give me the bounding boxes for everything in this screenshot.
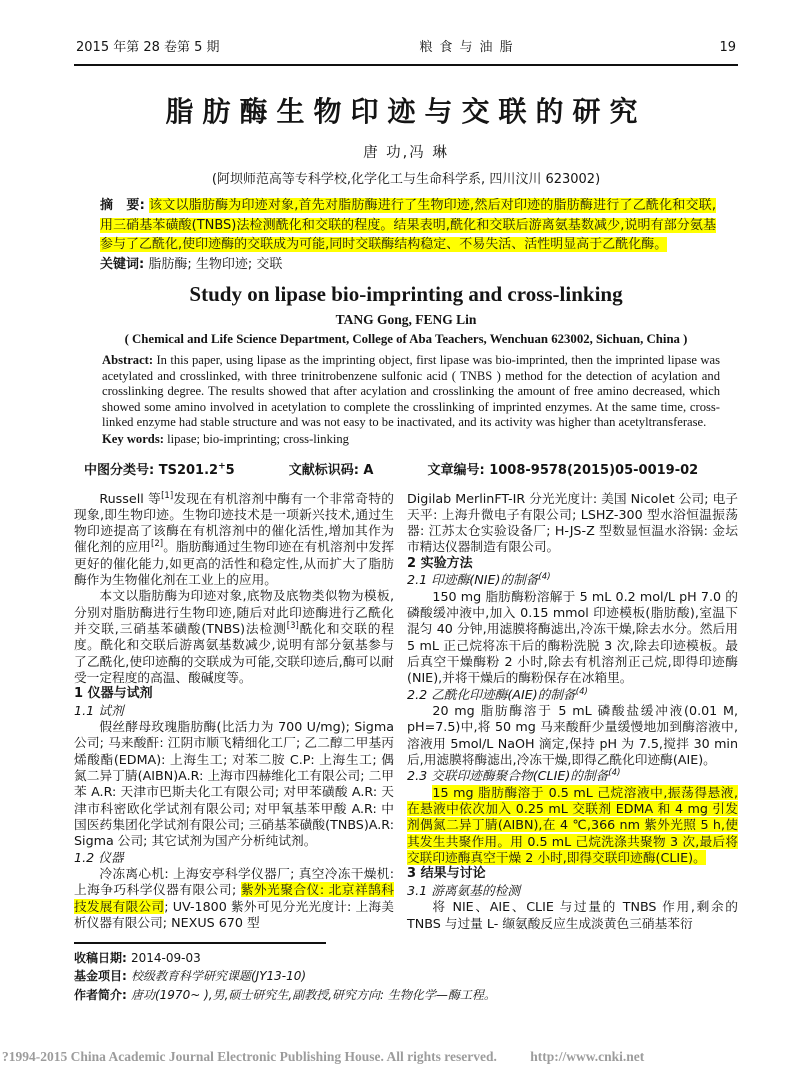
- author-bio-line: 作者简介: 唐功(1970~ ),男,硕士研究生,副教授,研究方向: 生物化学—酶工程。: [74, 987, 496, 1002]
- document-code: 文献标识码: A: [288, 462, 374, 478]
- paragraph-overview: 本文以脂肪酶为印迹对象,底物及底物类似物为模板,分别对脂肪酶进行生物印迹,随后对此印迹酶进行乙酰化并交联,三硝基苯磺酸(TNBS)法检测[3]酰化和交联的程度。酰化和交联后游离氨基数减少,说明有部分氨基参与了乙酰化,使印迹酶的交联成为可能,交联印迹后,酶可以耐受一定程度的高温、酸碱度等。: [74, 588, 394, 685]
- citation-ref-4: (4): [538, 572, 551, 583]
- abstract-en: [102, 353, 720, 431]
- body-columns: [74, 491, 738, 932]
- section-heading-3: 3 结果与讨论: [407, 866, 486, 882]
- abstract-en-text: In this paper, using lipase as the imprinting object, first lipase was bio-imprinted, then the imprinted lipase was acetylated and crosslinked, with three trinitrobenzene sulfonic acid ( TNBS ) method for the detection of acylation and crosslinking degree. The results showed that after acylation and crosslinking the amount of free amino decreased, which showed some amino involved in acetylation to complete the crosslinking of imprinted enzymes. At the same time, cross-linked enzyme had stable structure and was not easy to be inactivated, and its activity was higher than acetyltransferase.: [102, 353, 720, 430]
- page-header: [74, 30, 738, 66]
- paragraph-intro: Russell 等[1]发现在有机溶剂中酶有一个非常奇特的现象,即生物印迹。生物印迹技术是一项新兴技术,通过生物印迹提高了该酶在有机溶剂中的催化活性,增加其作为催化剂的应用[2]。脂肪酶通过生物印迹在有机溶剂中发挥更好的催化能力,如更高的活性和稳定性,从而扩大了脂肪酶作为生物催化剂在工业上的应用。: [74, 490, 395, 588]
- authors-en: TANG Gong, FENG Lin: [335, 312, 477, 327]
- left-column: [74, 491, 394, 932]
- received-date-line: 收稿日期: 2014-09-03: [74, 950, 201, 965]
- article-title-cn: 脂肪酶生物印迹与交联的研究: [165, 95, 647, 128]
- citation-ref-4b: (4): [575, 686, 588, 697]
- subsection-heading-2-2: 2.2 乙酰化印迹酶(AIE)的制备$^{(4)}$: [407, 686, 588, 702]
- footnote-divider: [74, 942, 326, 944]
- classification-row: [84, 459, 738, 478]
- paragraph-clie-preparation-highlighted: 15 mg 脂肪酶溶于 0.5 mL 己烷溶液中,振荡得悬液,在悬液中依次加入 0.25 mL 交联剂 EDMA 和 4 mg 引发剂偶氮二异丁腈(AIBN),在 4 ℃,366 nm 紫外光照 5 h,使其发生共聚作用。用 0.5 mL 己烷洗涤共聚物 3 次,最后将交联印迹酶真空干燥 2 小时,即得交联印迹酶(CLIE)。: [407, 784, 738, 865]
- keywords-en-text: lipase; bio-imprinting; cross-linking: [163, 431, 349, 446]
- abstract-cn-text-highlighted: 该文以脂肪酶为印迹对象,首先对脂肪酶进行了生物印迹,然后对印迹的脂肪酶进行了乙酰化和交联,用三硝基苯磺酸(TNBS)法检测酰化和交联的程度。结果表明,酰化和交联后游离氨基数减少,说明有部分氨基参与了乙酰化,使印迹酶的交联成为可能,同时交联酶结构稳定、不易失活、活性明显高于乙酰化酶。: [100, 198, 716, 252]
- subsection-heading-1-1: 1.1 试剂: [74, 702, 124, 718]
- highlighted-instrument-text: 紫外光聚合仪: 北京祥鹄科技发展有限公司: [74, 882, 394, 914]
- subsection-heading-3-1: 3.1 游离氨基的检测: [407, 882, 521, 898]
- affiliation-cn: (阿坝师范高等专科学校,化学化工与生命科学系, 四川汶川 623002): [211, 172, 601, 187]
- cnki-url: http://www.cnki.net: [530, 1049, 645, 1064]
- subsection-heading-2-1: 2.1 印迹酶(NIE)的制备$^{(4)}$: [407, 572, 551, 588]
- journal-name: 粮食与油脂: [419, 40, 520, 55]
- abstract-en-label: Abstract:: [102, 353, 154, 367]
- paragraph-reagents: 假丝酵母玫瑰脂肪酶(比活力为 700 U/mg); Sigma 公司; 马来酸酐: 江阴市顺飞精细化工厂; 乙二醇二甲基丙烯酸酯(EDMA): 上海生工; 对苯二胺 C.P: 上海生工; 偶氮二异丁腈(AIBN)A.R: 上海市四赫维化工有限公司; 二甲苯 A.R: 天津市巴斯夫化工有限公司; 对甲苯磺酸 A.R: 天津市科密欧化学试剂有限公司; 对甲氧基苯甲酸 A.R: 中国医药集团化学试剂有限公司; 三硝基苯磺酸(TNBS)A.R: Sigma 公司; 其它试剂为国产分析纯试剂。: [74, 719, 394, 849]
- abstract-cn-label: 摘 要:: [100, 198, 145, 213]
- citation-ref-2: [2]: [151, 539, 164, 550]
- article-title-en: Study on lipase bio-imprinting and cross-linking: [189, 282, 623, 306]
- paragraph-instruments-cont: Digilab MerlinFT-IR 分光光度计: 美国 Nicolet 公司; 电子天平: 上海升微电子有限公司; LSHZ-300 型水浴恒温振荡器: 江苏太仓实验设备厂; H-JS-Z 型数显恒温水浴锅: 金坛市精达仪器制造有限公司。: [407, 490, 738, 555]
- keywords-cn-label: 关键词:: [100, 256, 145, 272]
- keywords-en: [102, 432, 720, 448]
- copyright-text: ?1994-2015 China Academic Journal Electronic Publishing House. All rights reserved.: [2, 1049, 497, 1064]
- keywords-en-label: Key words:: [102, 431, 164, 446]
- authors-cn: 唐 功,冯 琳: [363, 145, 449, 161]
- right-column: [407, 491, 738, 932]
- paragraph-nie-preparation: 150 mg 脂肪酶粉溶解于 5 mL 0.2 mol/L pH 7.0 的磷酸缓冲液中,加入 0.15 mmol 印迹模板(脂肪酸),室温下混匀 40 分钟,用滤膜将酶滤出,冷冻干燥,除去水分。然后用 5 mL 正己烷将冻干后的酶粉洗脱 3 次,除去印迹模板。最后真空干燥酶粉 2 小时,除去有机溶剂正己烷,即得印迹酶(NIE),并将干燥后的酶粉保存在冰箱里。: [407, 588, 738, 686]
- subsection-heading-2-3: 2.3 交联印迹酶聚合物(CLIE)的制备$^{(4)}$: [407, 767, 621, 784]
- keywords-cn-text: 脂肪酶; 生物印迹; 交联: [148, 256, 283, 272]
- keywords-cn: [100, 255, 716, 275]
- page-number: 19: [719, 40, 736, 55]
- section-heading-1: 1 仪器与试剂: [74, 686, 153, 702]
- citation-ref-3: [3]: [286, 620, 299, 631]
- abstract-cn: [100, 196, 716, 255]
- affiliation-en: ( Chemical and Life Science Department, College of Aba Teachers, Wenchuan 623002, Sichuan, China ): [124, 332, 688, 346]
- cnki-copyright-bar: [0, 1049, 794, 1065]
- footnote-block: [74, 942, 738, 1005]
- citation-ref-1: [1]: [161, 490, 174, 501]
- journal-issue: 2015 年第 28 卷第 5 期: [76, 40, 220, 55]
- fund-project-line: 基金项目: 校级教育科学研究课题(JY13-10): [74, 969, 307, 984]
- subsection-heading-1-2: 1.2 仪器: [74, 849, 124, 865]
- citation-ref-4c: (4): [608, 767, 621, 778]
- section-heading-2: 2 实验方法: [407, 555, 473, 571]
- paragraph-results: 将 NIE、AIE、CLIE 与过量的 TNBS 作用,剩余的 TNBS 与过量 L- 缬氨酸反应生成淡黄色三硝基苯衍: [407, 899, 738, 931]
- article-id: 文章编号: 1008-9578(2015)05-0019-02: [427, 462, 699, 478]
- paragraph-aie-preparation: 20 mg 脂肪酶溶于 5 mL 磷酸盐缓冲液(0.01 M, pH=7.5)中,将 50 mg 马来酸酐少量缓慢地加到酶溶液中,溶液用 5mol/L NaOH 滴定,保持 pH 为 7.5,搅拌 30 min 后,用滤膜将酶滤出,冷冻干燥,即得乙酰化印迹酶(AIE)。: [407, 703, 738, 767]
- clc-number: 中图分类号: TS201.2+5: [84, 461, 235, 478]
- paragraph-instruments: 冷冻离心机: 上海安亭科学仪器厂; 真空冷冻干燥机: 上海争巧科学仪器有限公司; 紫外光聚合仪: 北京祥鹄科技发展有限公司; UV-1800 紫外可见分光光度计: 上海美析仪器有限公司; NEXUS 670 型: [74, 866, 394, 930]
